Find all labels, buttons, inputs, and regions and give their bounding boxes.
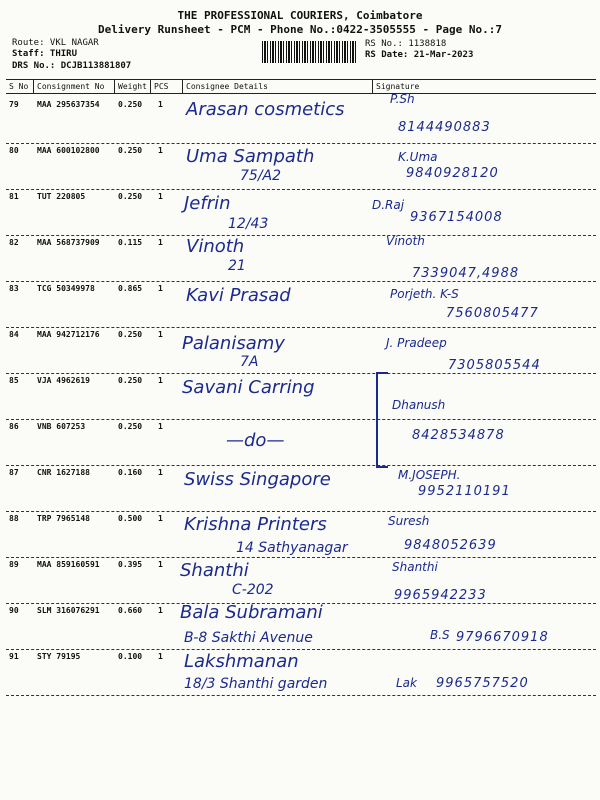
consignee-address: 12/43 bbox=[228, 216, 269, 232]
row-consignment: MAA 859160591 bbox=[37, 560, 100, 569]
row-weight: 0.160 bbox=[118, 468, 143, 477]
row-weight: 0.250 bbox=[118, 192, 143, 201]
row-weight: 0.250 bbox=[118, 376, 143, 385]
row-weight: 0.250 bbox=[118, 422, 143, 431]
receiver-signature: Suresh bbox=[388, 514, 430, 528]
receiver-signature: M.JOSEPH. bbox=[398, 468, 461, 482]
receiver-phone: 7560805477 bbox=[446, 306, 539, 321]
receiver-signature: Porjeth. K-S bbox=[390, 287, 459, 301]
col-consignment: Consignment No bbox=[37, 82, 105, 91]
route-label: Route: VKL NAGAR bbox=[12, 38, 99, 48]
row-sno: 81 bbox=[9, 192, 19, 201]
row-sno: 87 bbox=[9, 468, 19, 477]
consignee-name: Kavi Prasad bbox=[186, 285, 291, 306]
row-consignment: VJA 4962619 bbox=[37, 376, 90, 385]
consignee-name: Bala Subramani bbox=[180, 602, 323, 623]
row-consignment: STY 79195 bbox=[37, 652, 81, 661]
row-weight: 0.865 bbox=[118, 284, 143, 293]
runsheet-subtitle: Delivery Runsheet - PCM - Phone No.:0422-3505555 - Page No.:7 bbox=[98, 23, 502, 36]
receiver-phone: 9840928120 bbox=[406, 166, 499, 181]
row-divider bbox=[6, 649, 596, 650]
row-divider bbox=[6, 189, 596, 190]
row-pcs: 1 bbox=[158, 284, 163, 293]
row-sno: 82 bbox=[9, 238, 19, 247]
row-weight: 0.250 bbox=[118, 330, 143, 339]
row-consignment: CNR 1627188 bbox=[37, 468, 90, 477]
row-divider bbox=[6, 419, 596, 420]
column-divider bbox=[150, 80, 151, 93]
receiver-phone: 9367154008 bbox=[410, 210, 503, 225]
row-pcs: 1 bbox=[158, 100, 163, 109]
col-sno: S No bbox=[9, 82, 29, 91]
receiver-signature: D.Raj bbox=[372, 198, 405, 212]
row-sno: 80 bbox=[9, 146, 19, 155]
row-consignment: TCG 50349978 bbox=[37, 284, 95, 293]
receiver-signature: J. Pradeep bbox=[386, 336, 447, 350]
consignee-name: Swiss Singapore bbox=[184, 469, 331, 490]
row-consignment: MAA 600102800 bbox=[37, 146, 100, 155]
column-divider bbox=[33, 80, 34, 93]
row-pcs: 1 bbox=[158, 376, 163, 385]
consignee-address: 7A bbox=[240, 354, 259, 370]
receiver-phone: 9848052639 bbox=[404, 538, 497, 553]
column-divider bbox=[182, 80, 183, 93]
consignee-name: Lakshmanan bbox=[184, 651, 299, 672]
consignee-name: Jefrin bbox=[184, 193, 231, 214]
row-consignment: TRP 7965148 bbox=[37, 514, 90, 523]
consignee-name: —do— bbox=[226, 430, 285, 451]
row-sno: 89 bbox=[9, 560, 19, 569]
receiver-signature: B.S bbox=[430, 628, 450, 642]
row-pcs: 1 bbox=[158, 514, 163, 523]
receiver-phone: 9965942233 bbox=[394, 588, 487, 603]
row-divider bbox=[6, 511, 596, 512]
receiver-phone: 8428534878 bbox=[412, 428, 505, 443]
row-sno: 83 bbox=[9, 284, 19, 293]
row-consignment: VNB 607253 bbox=[37, 422, 86, 431]
consignee-name: Uma Sampath bbox=[186, 146, 315, 167]
col-signature: Signature bbox=[376, 82, 420, 91]
receiver-phone: 9965757520 bbox=[436, 676, 529, 691]
row-weight: 0.115 bbox=[118, 238, 143, 247]
row-pcs: 1 bbox=[158, 192, 163, 201]
consignee-address: 75/A2 bbox=[240, 168, 282, 184]
drs-number: DRS No.: DCJB113881807 bbox=[12, 61, 132, 71]
consignee-name: Savani Carring bbox=[182, 377, 315, 398]
row-divider bbox=[6, 281, 596, 282]
row-pcs: 1 bbox=[158, 238, 163, 247]
receiver-phone: 7305805544 bbox=[448, 358, 541, 373]
receiver-signature: Shanthi bbox=[392, 560, 438, 574]
row-pcs: 1 bbox=[158, 468, 163, 477]
row-sno: 79 bbox=[9, 100, 19, 109]
row-weight: 0.395 bbox=[118, 560, 143, 569]
row-sno: 91 bbox=[9, 652, 19, 661]
rs-date: RS Date: 21-Mar-2023 bbox=[365, 50, 474, 60]
row-consignment: MAA 568737909 bbox=[37, 238, 100, 247]
receiver-phone: 7339047,4988 bbox=[412, 266, 520, 281]
col-weight: Weight bbox=[118, 82, 147, 91]
consignee-address: 21 bbox=[228, 258, 246, 274]
consignee-name: Krishna Printers bbox=[184, 514, 327, 535]
row-weight: 0.660 bbox=[118, 606, 143, 615]
company-title: THE PROFESSIONAL COURIERS, Coimbatore bbox=[177, 9, 423, 22]
row-pcs: 1 bbox=[158, 560, 163, 569]
row-divider bbox=[6, 465, 596, 466]
consignee-name: Shanthi bbox=[180, 560, 249, 581]
consignee-name: Palanisamy bbox=[182, 333, 285, 354]
row-pcs: 1 bbox=[158, 606, 163, 615]
receiver-phone: 9796670918 bbox=[456, 630, 549, 645]
consignee-address: 14 Sathyanagar bbox=[236, 540, 348, 556]
header-bottom-rule bbox=[6, 93, 596, 94]
staff-label: Staff: THIRU bbox=[12, 49, 78, 59]
row-divider bbox=[6, 327, 596, 328]
row-pcs: 1 bbox=[158, 422, 163, 431]
receiver-signature: Lak bbox=[396, 676, 417, 690]
rs-number: RS No.: 1138818 bbox=[365, 39, 447, 49]
row-divider bbox=[6, 695, 596, 696]
row-weight: 0.250 bbox=[118, 100, 143, 109]
receiver-signature: K.Uma bbox=[398, 150, 438, 164]
row-sno: 90 bbox=[9, 606, 19, 615]
bracket-mark bbox=[376, 372, 388, 468]
column-divider bbox=[114, 80, 115, 93]
receiver-signature: P.Sh bbox=[390, 92, 415, 106]
consignee-address: 18/3 Shanthi garden bbox=[184, 676, 328, 692]
barcode-image bbox=[262, 41, 358, 63]
row-sno: 88 bbox=[9, 514, 19, 523]
consignee-address: B-8 Sakthi Avenue bbox=[184, 630, 313, 646]
col-consignee: Consignee Details bbox=[186, 82, 268, 91]
header-top-rule bbox=[6, 79, 596, 80]
receiver-signature: Vinoth bbox=[386, 234, 425, 248]
receiver-phone: 8144490883 bbox=[398, 120, 491, 135]
row-weight: 0.500 bbox=[118, 514, 143, 523]
row-weight: 0.100 bbox=[118, 652, 143, 661]
consignee-name: Vinoth bbox=[186, 236, 245, 257]
row-consignment: SLM 316076291 bbox=[37, 606, 100, 615]
column-divider bbox=[372, 80, 373, 93]
row-divider bbox=[6, 373, 596, 374]
row-sno: 86 bbox=[9, 422, 19, 431]
row-divider bbox=[6, 235, 596, 236]
receiver-phone: 9952110191 bbox=[418, 484, 511, 499]
row-weight: 0.250 bbox=[118, 146, 143, 155]
consignee-name: Arasan cosmetics bbox=[186, 99, 345, 120]
row-pcs: 1 bbox=[158, 652, 163, 661]
row-divider bbox=[6, 557, 596, 558]
row-divider bbox=[6, 143, 596, 144]
col-pcs: PCS bbox=[154, 82, 169, 91]
row-pcs: 1 bbox=[158, 330, 163, 339]
row-sno: 84 bbox=[9, 330, 19, 339]
row-consignment: MAA 295637354 bbox=[37, 100, 100, 109]
row-sno: 85 bbox=[9, 376, 19, 385]
row-consignment: MAA 942712176 bbox=[37, 330, 100, 339]
consignee-address: C-202 bbox=[232, 582, 274, 598]
receiver-signature: Dhanush bbox=[392, 398, 446, 412]
row-consignment: TUT 220805 bbox=[37, 192, 86, 201]
row-pcs: 1 bbox=[158, 146, 163, 155]
